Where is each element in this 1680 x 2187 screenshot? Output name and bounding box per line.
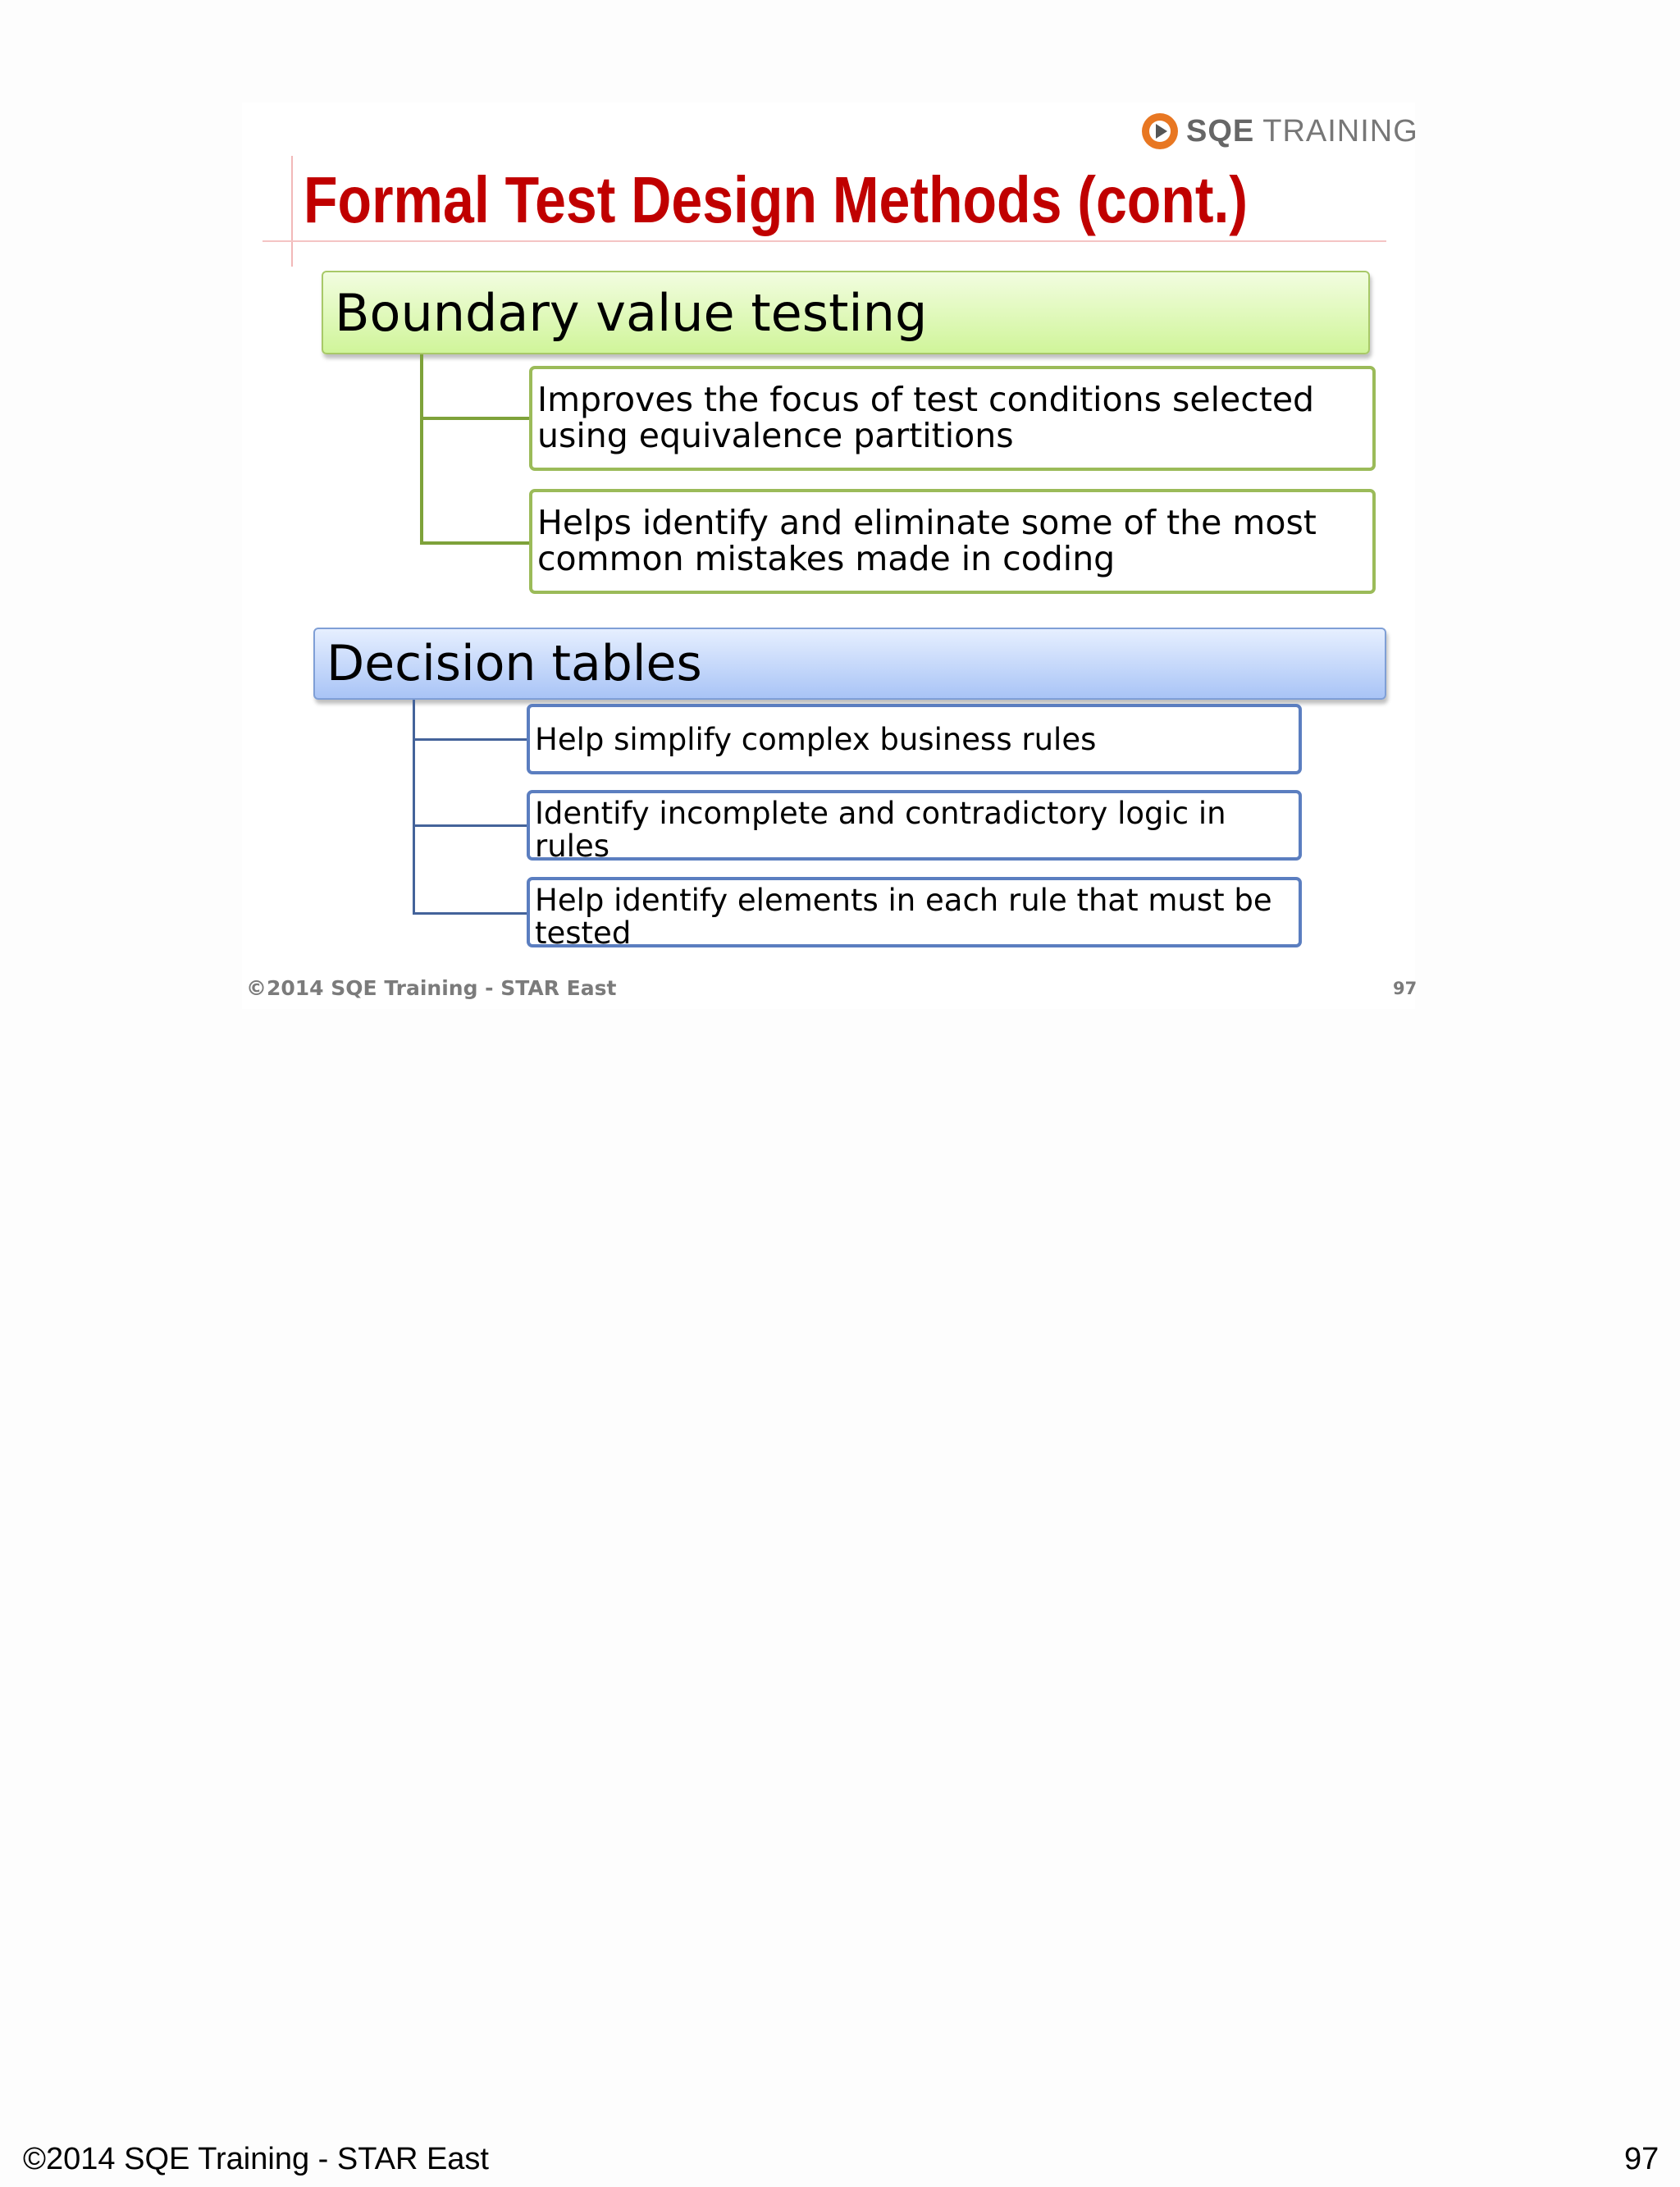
slide-page-number: 97: [1393, 979, 1418, 998]
connector-branch: [420, 541, 529, 545]
connector-branch: [413, 738, 527, 741]
title-underline: [262, 240, 1386, 242]
list-item: Improves the focus of test conditions selected using equivalence partitions: [529, 366, 1376, 471]
slide-title: Formal Test Design Methods (cont.): [304, 163, 1249, 236]
connector-branch: [413, 824, 527, 827]
list-item: Helps identify and eliminate some of the most common mistakes made in coding: [529, 489, 1376, 594]
connector-branch: [413, 912, 527, 915]
connector-branch: [420, 417, 529, 420]
connector-trunk: [413, 700, 415, 915]
logo-sqe-text: SQE: [1186, 113, 1255, 148]
section-heading-boundary-value-testing: Boundary value testing: [322, 271, 1370, 354]
connector-trunk: [420, 354, 423, 545]
list-item: Help identify elements in each rule that must be tested: [527, 877, 1302, 947]
section-heading-decision-tables: Decision tables: [313, 628, 1386, 700]
logo-training-text: TRAINING: [1262, 113, 1418, 148]
page-footer: ©2014 SQE Training - STAR East: [23, 2142, 489, 2176]
slide-footer: ©2014 SQE Training - STAR East: [246, 976, 617, 1000]
list-item: Help simplify complex business rules: [527, 704, 1302, 774]
page-number: 97: [1624, 2142, 1659, 2176]
title-margin-line: [291, 156, 293, 267]
play-circle-icon: [1142, 113, 1178, 149]
sqe-training-logo: [1142, 112, 1418, 151]
list-item: Identify incomplete and contradictory logic in rules: [527, 790, 1302, 861]
